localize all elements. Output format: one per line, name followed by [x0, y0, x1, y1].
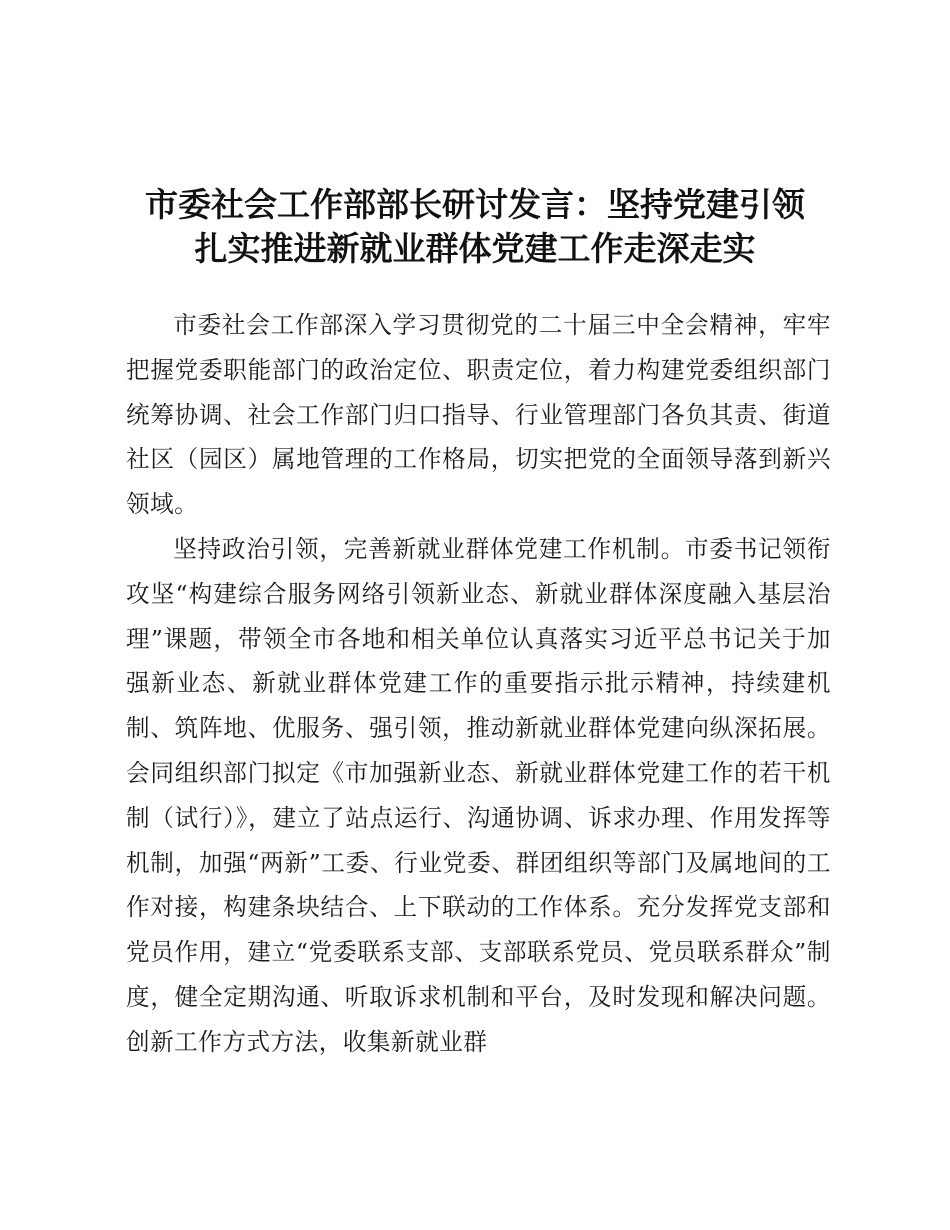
title-line-1: 市委社会工作部部长研讨发言：坚持党建引领	[145, 185, 805, 224]
body-paragraph-1-block	[126, 303, 831, 527]
body-paragraph-2-block	[126, 527, 831, 1065]
body-paragraph-2: 坚持政治引领，完善新就业群体党建工作机制。市委书记领衔攻坚“构建综合服务网络引领新业态、新就业群体深度融入基层治理”课题，带领全市各地和相关单位认真落实习近平总书记关于加强新业态、新就业群体党建工作的重要指示批示精神，持续建机制、筑阵地、优服务、强引领，推动新就业群体党建向纵深拓展。会同组织部门拟定《市加强新业态、新就业群体党建工作的若干机制（试行）》，建立了站点运行、沟通协调、诉求办理、作用发挥等机制，加强“两新”工委、行业党委、群团组织等部门及属地间的工作对接，构建条块结合、上下联动的工作体系。充分发挥党支部和党员作用，建立“党委联系支部、支部联系党员、党员联系群众”制度，健全定期沟通、听取诉求机制和平台，及时发现和解决问题。创新工作方式方法，收集新就业群	[126, 535, 831, 1056]
body-paragraph-1: 市委社会工作部深入学习贯彻党的二十届三中全会精神，牢牢把握党委职能部门的政治定位、职责定位，着力构建党委组织部门统筹协调、社会工作部门归口指导、行业管理部门各负其责、街道社区（园区）属地管理的工作格局，切实把党的全面领导落到新兴领域。	[126, 311, 831, 519]
title-line-2: 扎实推进新就业群体党建工作走深走实	[194, 229, 756, 268]
